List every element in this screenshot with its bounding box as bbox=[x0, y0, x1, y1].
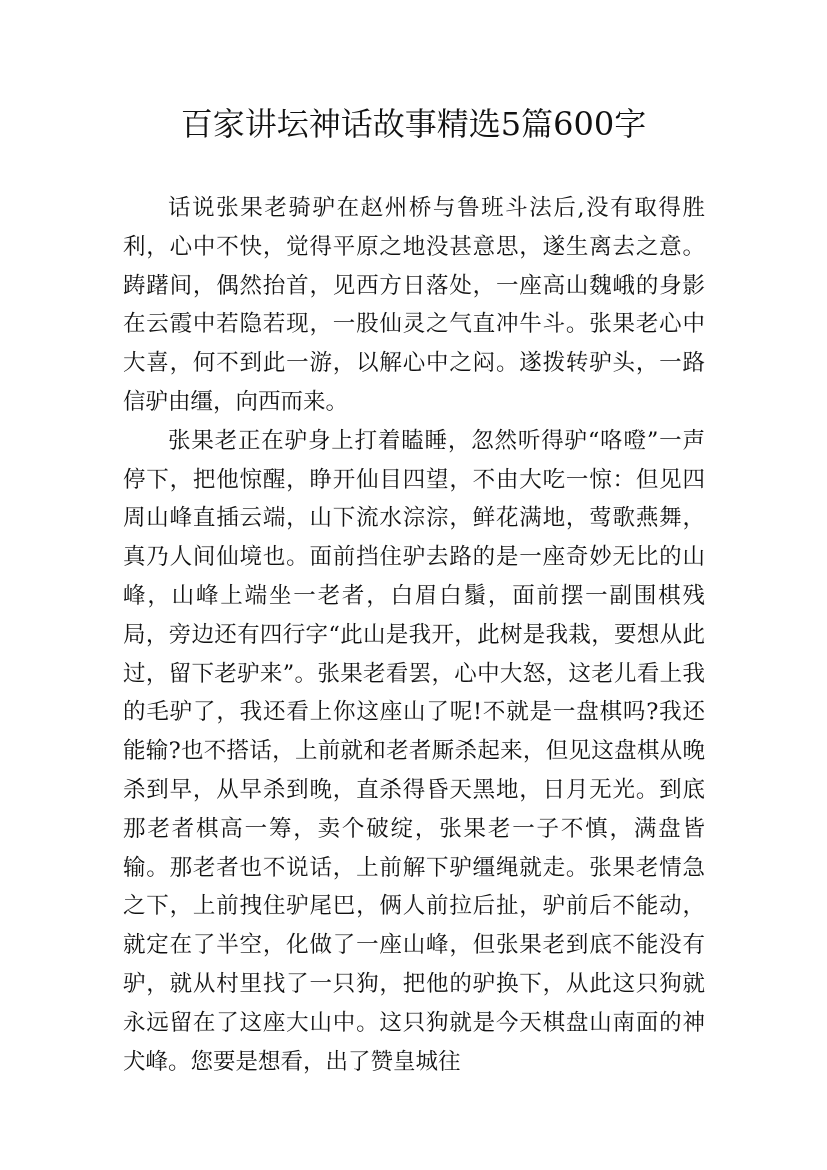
page-title: 百家讲坛神话故事精选5篇600字 bbox=[180, 105, 647, 143]
article-body bbox=[123, 189, 705, 1081]
paragraph-1: 话说张果老骑驴在赵州桥与鲁班斗法后,没有取得胜利，心中不快，觉得平原之地没甚意思，遂生离去之意。踌躇间，偶然抬首，见西方日落处，一座高山魏峨的身影在云霞中若隐若现，一股仙灵之气直冲牛斗。张果老心中大喜，何不到此一游，以解心中之闷。遂拨转驴头，一路信驴由缰，向西而来。 bbox=[123, 195, 705, 415]
paragraph-2: 张果老正在驴身上打着瞌睡，忽然听得驴“咯噔”一声停下，把他惊醒，睁开仙目四望，不由大吃一惊：但见四周山峰直插云端，山下流水淙淙，鲜花满地，莺歌燕舞，真乃人间仙境也。面前挡住驴去路的是一座奇妙无比的山峰，山峰上端坐一老者，白眉白鬚，面前摆一副围棋残局，旁边还有四行字“此山是我开，此树是我栽，要想从此过，留下老驴来”。张果老看罢，心中大怒，这老儿看上我的毛驴了，我还看上你这座山了呢!不就是一盘棋吗?我还能输?也不搭话，上前就和老者厮杀起来，但见这盘棋从晚杀到早，从早杀到晚，直杀得昏天黑地，日月无光。到底那老者棋高一筹，卖个破绽，张果老一子不慎，满盘皆输。那老者也不说话，上前解下驴缰绳就走。张果老情急之下，上前拽住驴尾巴，俩人前拉后扯，驴前后不能动，就定在了半空，化做了一座山峰，但张果老到底不能没有驴，就从村里找了一只狗，把他的驴换下，从此这只狗就永远留在了这座大山中。这只狗就是今天棋盘山南面的神犬峰。您要是想看，出了赞皇城往 bbox=[123, 427, 705, 1075]
